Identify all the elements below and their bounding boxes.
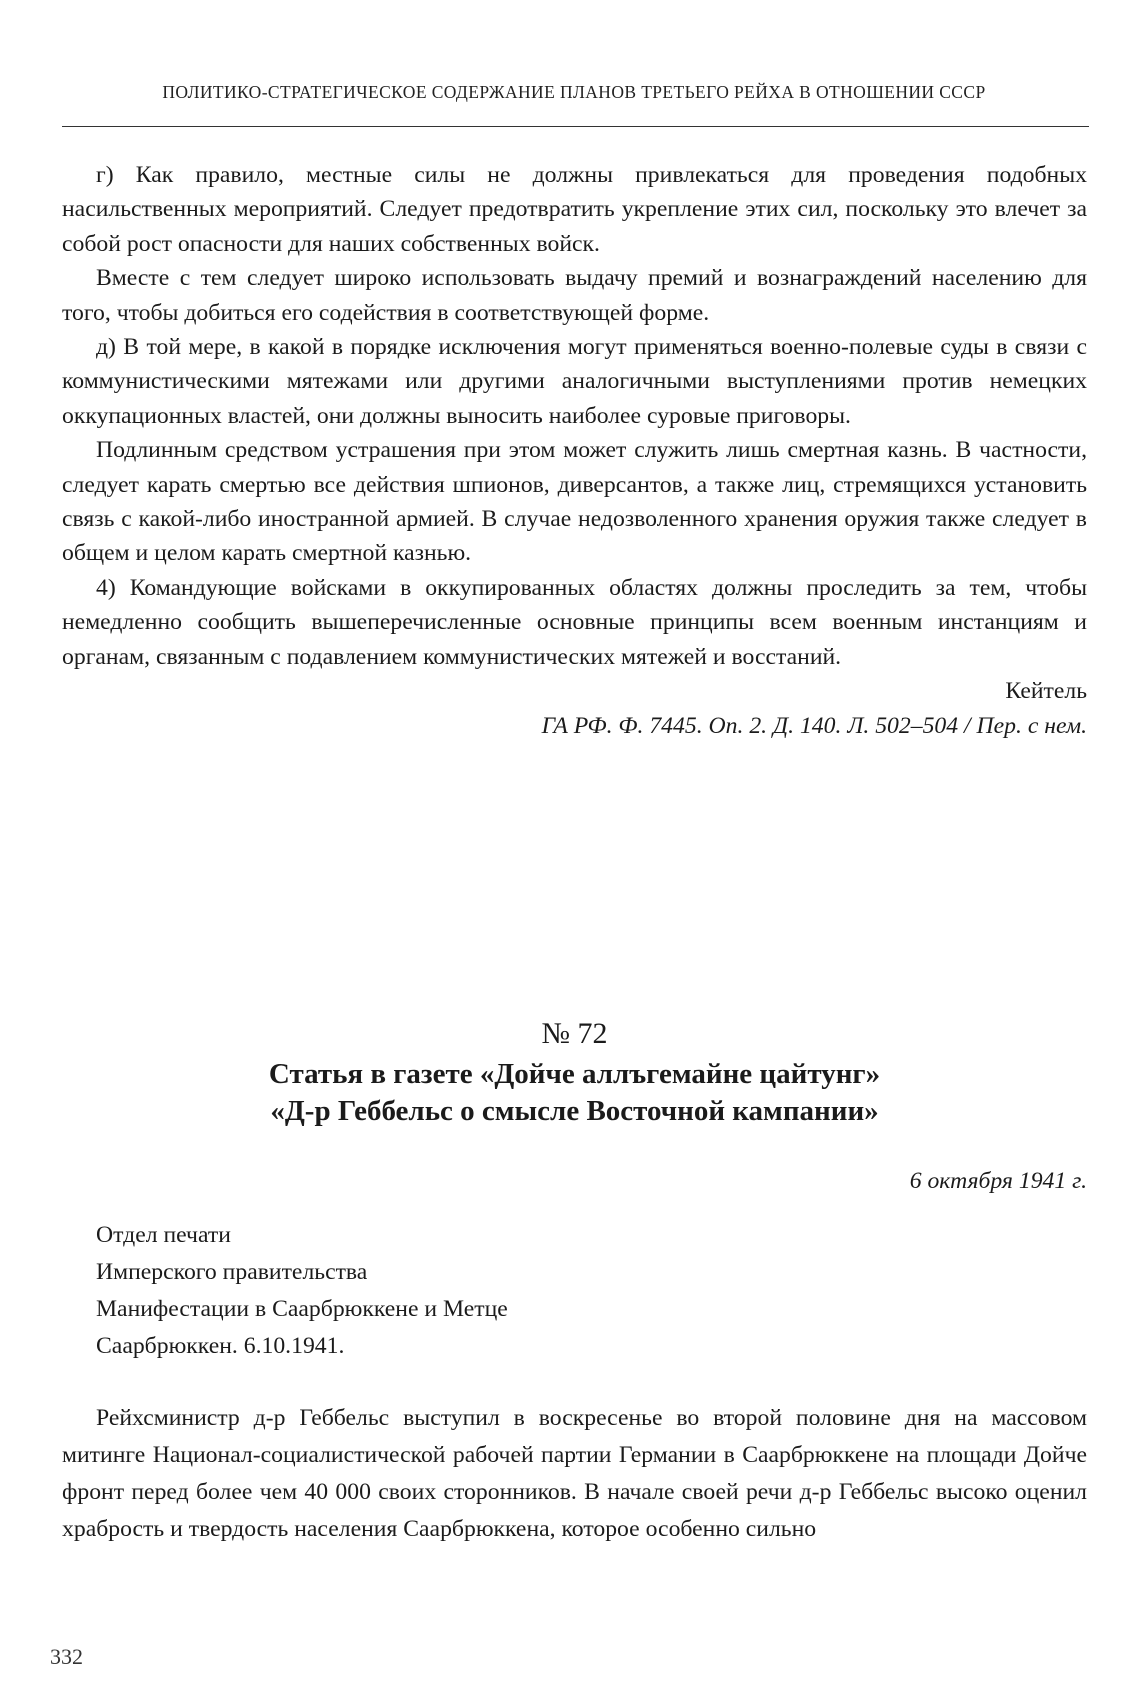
document-date: 6 октября 1941 г. xyxy=(909,1168,1087,1194)
document-title-line-2: «Д-р Геббельс о смысле Восточной кампании» xyxy=(270,1095,879,1127)
main-text xyxy=(62,158,1087,743)
paragraph-g: г) Как правило, местные силы не должны привлекаться для проведения подобных насильственных мероприятий. Следует предотвратить укрепление этих сил, поскольку это влечет за собой рост опасности для наших собственных войск. xyxy=(62,162,1087,257)
running-header: ПОЛИТИКО-СТРАТЕГИЧЕСКОЕ СОДЕРЖАНИЕ ПЛАНОВ ТРЕТЬЕГО РЕЙХА В ОТНОШЕНИИ СССР xyxy=(162,82,986,102)
document-title-line-1: Статья в газете «Дойче аллъгемайне цайтунг» xyxy=(268,1058,881,1090)
signature: Кейтель xyxy=(1005,678,1087,705)
paragraph-d: д) В той мере, в какой в порядке исключения могут применяться военно-полевые суды в связи с коммунистическими мятежами или другими аналогичными выступлениями против немецких оккупационных властей, они должны выносить наиболее суровые приговоры. xyxy=(62,334,1087,429)
paragraph-rewards: Вместе с тем следует широко использовать выдачу премий и вознаграждений населению для того, чтобы добиться его содействия в соответствующей форме. xyxy=(62,265,1087,326)
archive-source: ГА РФ. Ф. 7445. Оп. 2. Д. 140. Л. 502–504 / Пер. с нем. xyxy=(541,712,1087,739)
document-number: № 72 xyxy=(541,1017,608,1050)
paragraph-death-penalty: Подлинным средством устрашения при этом может служить лишь смертная казнь. В частности, следует карать смертью все действия шпионов, диверсантов, а также лиц, стремящихся установить связь с какой-либо иностранной армией. В случае недозволенного хранения оружия также следует в общем и целом карать смертной казнью. xyxy=(62,437,1087,567)
address-line-1: Отдел печати xyxy=(96,1222,231,1248)
address-line-2: Имперского правительства xyxy=(96,1259,368,1285)
address-line-4: Саарбрюккен. 6.10.1941. xyxy=(96,1333,345,1359)
address-line-3: Манифестации в Саарбрюккене и Метце xyxy=(96,1296,508,1322)
paragraph-4: 4) Командующие войсками в оккупированных областях должны проследить за тем, чтобы немедленно сообщить вышеперечисленные основные принципы всем военным инстанциям и органам, связанным с подавлением коммунистических мятежей и восстаний. xyxy=(62,574,1087,670)
document-title xyxy=(62,1056,1087,1130)
address-block xyxy=(96,1217,508,1365)
document-heading xyxy=(62,1016,1087,1130)
article-paragraph: Рейхсминистр д-р Геббельс выступил в воскресенье во второй половине дня на массовом митинге Национал-социалистической рабочей партии Германии в Саарбрюккене на площади Дойче фронт перед более чем 40 000 своих сторонников. В начале своей речи д-р Геббельс высоко оценил храбрость и твердость населения Саарбрюккена, которое особенно сильно xyxy=(62,1405,1087,1542)
header-rule xyxy=(62,126,1089,127)
page-number: 332 xyxy=(50,1644,83,1669)
